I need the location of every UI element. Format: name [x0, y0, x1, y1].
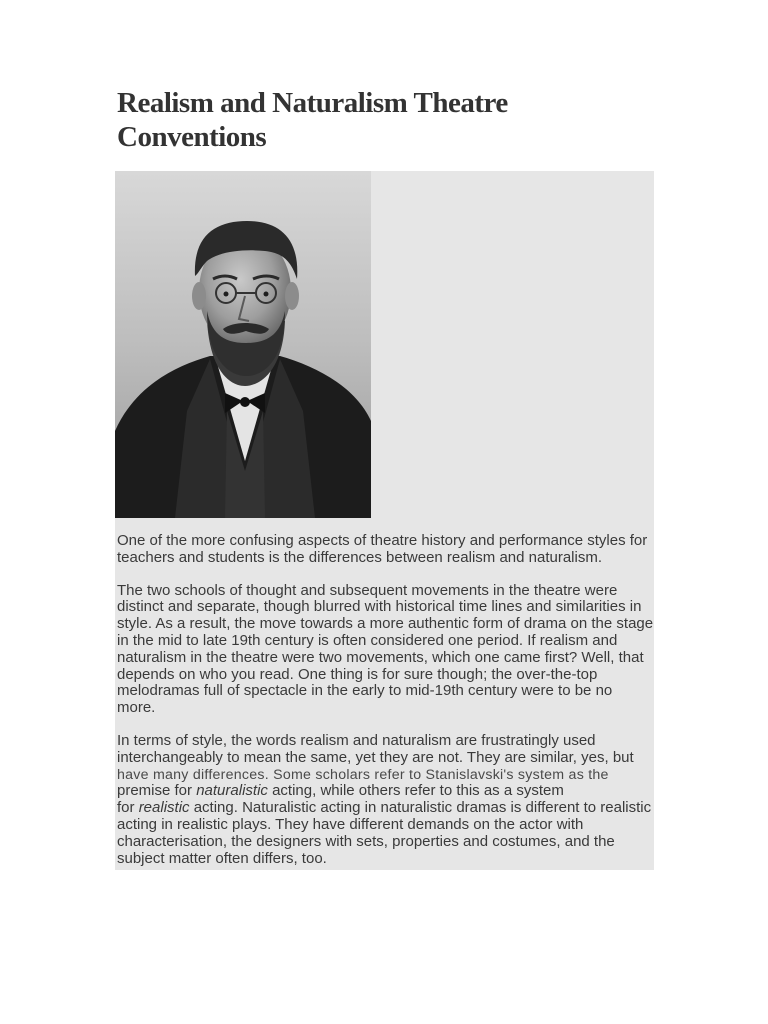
article-title-line-1: Realism and Naturalism Theatre — [117, 87, 508, 119]
paragraph-style-text-5: for — [117, 799, 135, 817]
paragraph-history: The two schools of thought and subsequent movements in the theatre were distinct and separate, though blurred with historical time lines and similarities in style. As a result, the move towards a more authentic form of drama on the stage in the mid to late 19th century is often considered one period. If realism and naturalism in the theatre were two movements, which one came first? Well, that depends on who you read. One thing is for sure though; the over-the-top melodramas full of spectacle in the early to mid-19th century were to be no more. — [117, 581, 654, 717]
paragraph-intro: One of the more confusing aspects of theatre history and performance styles for teachers and students is the differences between realism and naturalism. — [117, 532, 648, 566]
paragraph-style-text-4: acting, while others refer to this as a system — [272, 782, 564, 800]
term-naturalistic: naturalistic — [196, 782, 268, 800]
article-title-line-2: Conventions — [117, 121, 267, 153]
article-content-box — [115, 171, 654, 870]
paragraph-style — [117, 733, 654, 867]
article-title — [117, 86, 677, 154]
term-realistic: realistic — [138, 799, 190, 817]
portrait-photo — [115, 171, 371, 518]
article-body — [117, 533, 654, 883]
paragraph-style-text-1: In terms of style, the words realism and naturalism are frustratingly used interchangeably to mean the same, yet they are not. They are similar, yes, but — [117, 731, 634, 766]
portrait-illustration — [115, 171, 371, 518]
paragraph-style-text-2: have many differences. Some scholars refer to Stanislavski's system as the — [117, 766, 609, 783]
paragraph-style-text-3: premise for — [117, 782, 193, 800]
paragraph-style-text-6: acting. Naturalistic acting in naturalistic dramas is different to realistic acting in realistic plays. They have different demands on the actor with characterisation, the designers with sets, properties and costumes, and the subject matter often differs, too. — [117, 799, 652, 867]
